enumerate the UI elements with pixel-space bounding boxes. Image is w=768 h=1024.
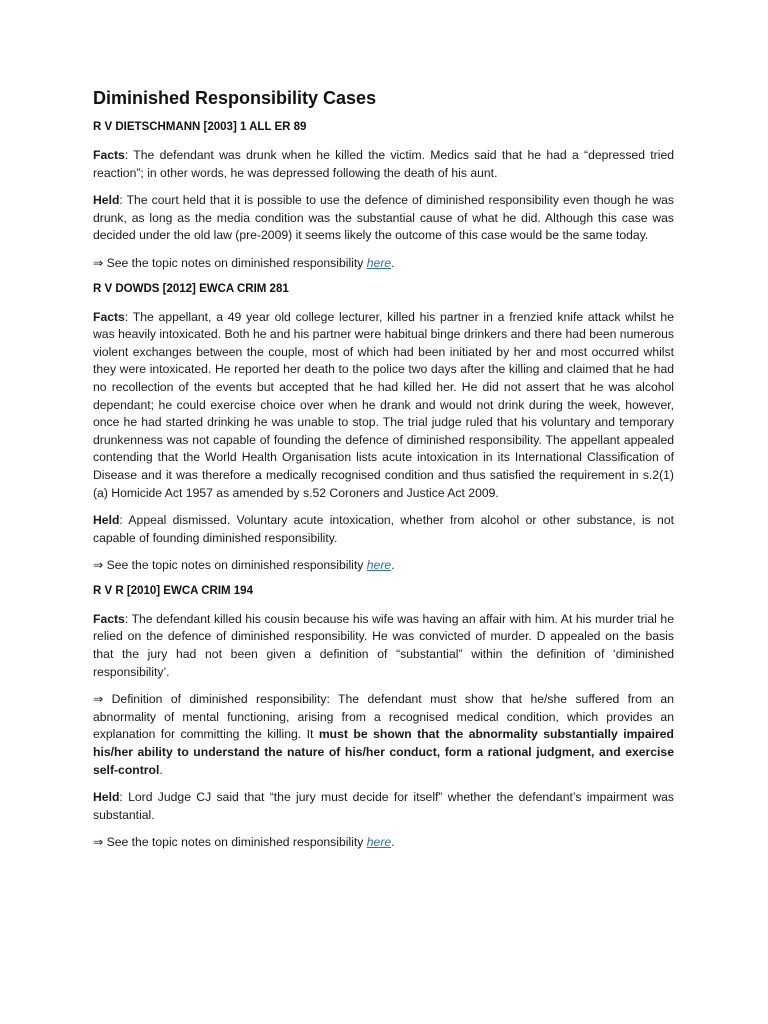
link-suffix: . — [391, 835, 395, 850]
definition-text: Definition of diminished responsibility: The defendant must show that he/she suffered from an abnormality of mental functioning, arising from a recognised medical condition, which provides an explanation for committing the killing. It — [93, 692, 674, 742]
here-link[interactable]: here — [366, 558, 392, 573]
case-held — [93, 192, 674, 245]
case-title-r-v-r: R V R [2010] EWCA CRIM 194 — [93, 584, 253, 597]
topic-notes-line — [93, 834, 674, 852]
here-link[interactable]: here — [366, 835, 392, 850]
case-facts — [93, 611, 674, 681]
held-label: Held — [93, 513, 120, 528]
facts-label: Facts — [93, 148, 125, 162]
page-title: Diminished Responsibility Cases — [93, 88, 377, 108]
link-suffix: . — [391, 255, 395, 270]
topic-notes-text: See the topic notes on diminished responsibility — [103, 255, 367, 270]
case-held — [93, 789, 674, 824]
topic-notes-text: See the topic notes on diminished responsibility — [103, 835, 367, 850]
held-text: : The court held that it is possible to use the defence of diminished responsibility even though he was drunk, as long as the media condition was the substantial cause of what he did. Although this case was decided under the old law (pre-2009) it seems likely the outcome of this case would be the same today. — [93, 193, 674, 243]
topic-notes-line — [93, 255, 674, 273]
facts-text: : The defendant was drunk when he killed the victim. Medics said that he had a “depressed tried reaction”; in other words, he was depressed following the death of his aunt. — [93, 148, 674, 180]
arrow-icon: ⇒ — [93, 835, 104, 850]
facts-text: : The appellant, a 49 year old college lecturer, killed his partner in a frenzied knife attack whilst he was heavily intoxicated. Both he and his partner were habitual binge drinkers and there had been numerous violent exchanges between the couple, most of which had been initiated by her and most occurred whilst they were intoxicated. He reported her death to the police two days after the killing and claimed that he had no recollection of the events but accepted that he had killed her. He did not assert that he was alcohol dependant; he could exercise choice over when he drank and would not drink during the week, however, once he had started drinking he was unable to stop. The trial judge ruled that his voluntary and temporary drunkenness was not capable of founding the defence of diminished responsibility. The appellant appealed contending that the World Health Organisation lists acute intoxication in its International Classification of Disease and it was therefore a medically recognised condition and thus satisfied the requirement in s.2(1)(a) Homicide Act 1957 as amended by s.52 Coroners and Justice Act 2009. — [93, 309, 674, 500]
facts-text: : The defendant killed his cousin because his wife was having an affair with him. At his murder trial he relied on the defence of diminished responsibility. He was convicted of murder. D appealed on the basis that the jury had not been given a definition of “substantial” within the definition of ‘diminished responsibility’. — [93, 611, 674, 679]
definition-end: . — [159, 762, 163, 777]
facts-label: Facts — [93, 611, 125, 626]
case-facts — [93, 147, 674, 182]
here-link[interactable]: here — [366, 255, 392, 270]
definition-paragraph — [93, 691, 674, 779]
arrow-icon: ⇒ — [93, 255, 104, 270]
topic-notes-line — [93, 557, 674, 575]
case-title-dowds: R V DOWDS [2012] EWCA CRIM 281 — [93, 282, 289, 295]
held-text: : Appeal dismissed. Voluntary acute intoxication, whether from alcohol or other substance, is not capable of founding diminished responsibility. — [93, 513, 674, 545]
definition-bold-text: must be shown that the abnormality substantially impaired his/her ability to understand the nature of his/her conduct, form a rational judgment, and exercise self-control — [93, 727, 674, 777]
case-held — [93, 512, 674, 547]
arrow-icon: ⇒ — [93, 558, 104, 573]
case-title-dietschmann: R V DIETSCHMANN [2003] 1 ALL ER 89 — [93, 121, 307, 133]
held-label: Held — [93, 193, 120, 208]
arrow-icon: ⇒ — [93, 692, 104, 707]
link-suffix: . — [391, 558, 395, 573]
case-facts — [93, 309, 674, 503]
held-label: Held — [93, 790, 120, 805]
facts-label: Facts — [93, 309, 125, 324]
held-text: : Lord Judge CJ said that “the jury must decide for itself” whether the defendant’s impairment was substantial. — [93, 790, 674, 822]
topic-notes-text: See the topic notes on diminished responsibility — [103, 558, 367, 573]
